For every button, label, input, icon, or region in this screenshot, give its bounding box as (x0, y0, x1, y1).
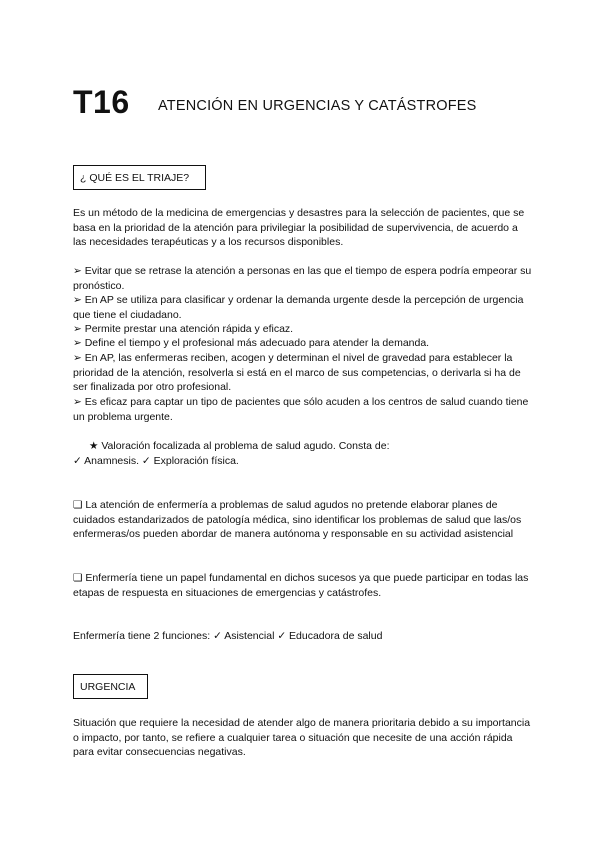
section-heading-triaje: ¿ QUÉ ES EL TRIAJE? (73, 165, 206, 190)
triaje-definition: Es un método de la medicina de emergencias y desastres para la selección de pacientes, que se basa en la prioridad de la atención para privilegiar la posibilidad de supervivencia, de acuerdo a las necesidades terapéuticas y a los recursos disponibles. (73, 207, 525, 249)
box-paragraph: ❏ Enfermería tiene un papel fundamental en dichos sucesos ya que puede participar en todas las etapas de respuesta en situaciones de emergencias y catástrofes. (73, 572, 529, 599)
check-item: ✓ Anamnesis. ✓ Exploración física. (73, 455, 239, 467)
box-paragraph: ❏ La atención de enfermería a problemas de salud agudos no pretende elaborar planes de cuidados estandarizados de patología médica, sino identificar los problemas de salud que las/os enfermeras/os pueden abordar de manera autónoma y responsable en su actividad asistencial (73, 499, 522, 541)
section-heading-urgencia: URGENCIA (73, 674, 148, 699)
bullet-item: ➢ En AP, las enfermeras reciben, acogen y determinan el nivel de gravedad para establecer la prioridad de la atención, resolverla si está en el marco de sus competencias, o derivarla si ha de ser finalizada por otro profesional. (73, 352, 521, 394)
star-item: ★ Valoración focalizada al problema de salud agudo. Consta de: (89, 440, 390, 452)
topic-code: T16 (73, 84, 130, 120)
bullet-item: ➢ Define el tiempo y el profesional más adecuado para atender la demanda. (73, 337, 430, 349)
bullet-item: ➢ Permite prestar una atención rápida y eficaz. (73, 323, 294, 335)
urgencia-definition: Situación que requiere la necesidad de atender algo de manera prioritaria debido a su importancia o impacto, por tanto, se refiere a cualquier tarea o situación que necesite de una acción rápida para evitar consecuencias negativas. (73, 717, 531, 759)
bullet-item: ➢ Evitar que se retrase la atención a personas en las que el tiempo de espera podría empeorar su pronóstico. (73, 265, 532, 292)
page-title: ATENCIÓN EN URGENCIAS Y CATÁSTROFES (158, 98, 477, 114)
bullet-item: ➢ Es eficaz para captar un tipo de pacientes que sólo acuden a los centros de salud cuando tiene un problema urgente. (73, 396, 529, 423)
functions-line: Enfermería tiene 2 funciones: ✓ Asistencial ✓ Educadora de salud (73, 630, 383, 642)
bullet-item: ➢ En AP se utiliza para clasificar y ordenar la demanda urgente desde la percepción de urgencia que tiene el ciudadano. (73, 294, 524, 321)
